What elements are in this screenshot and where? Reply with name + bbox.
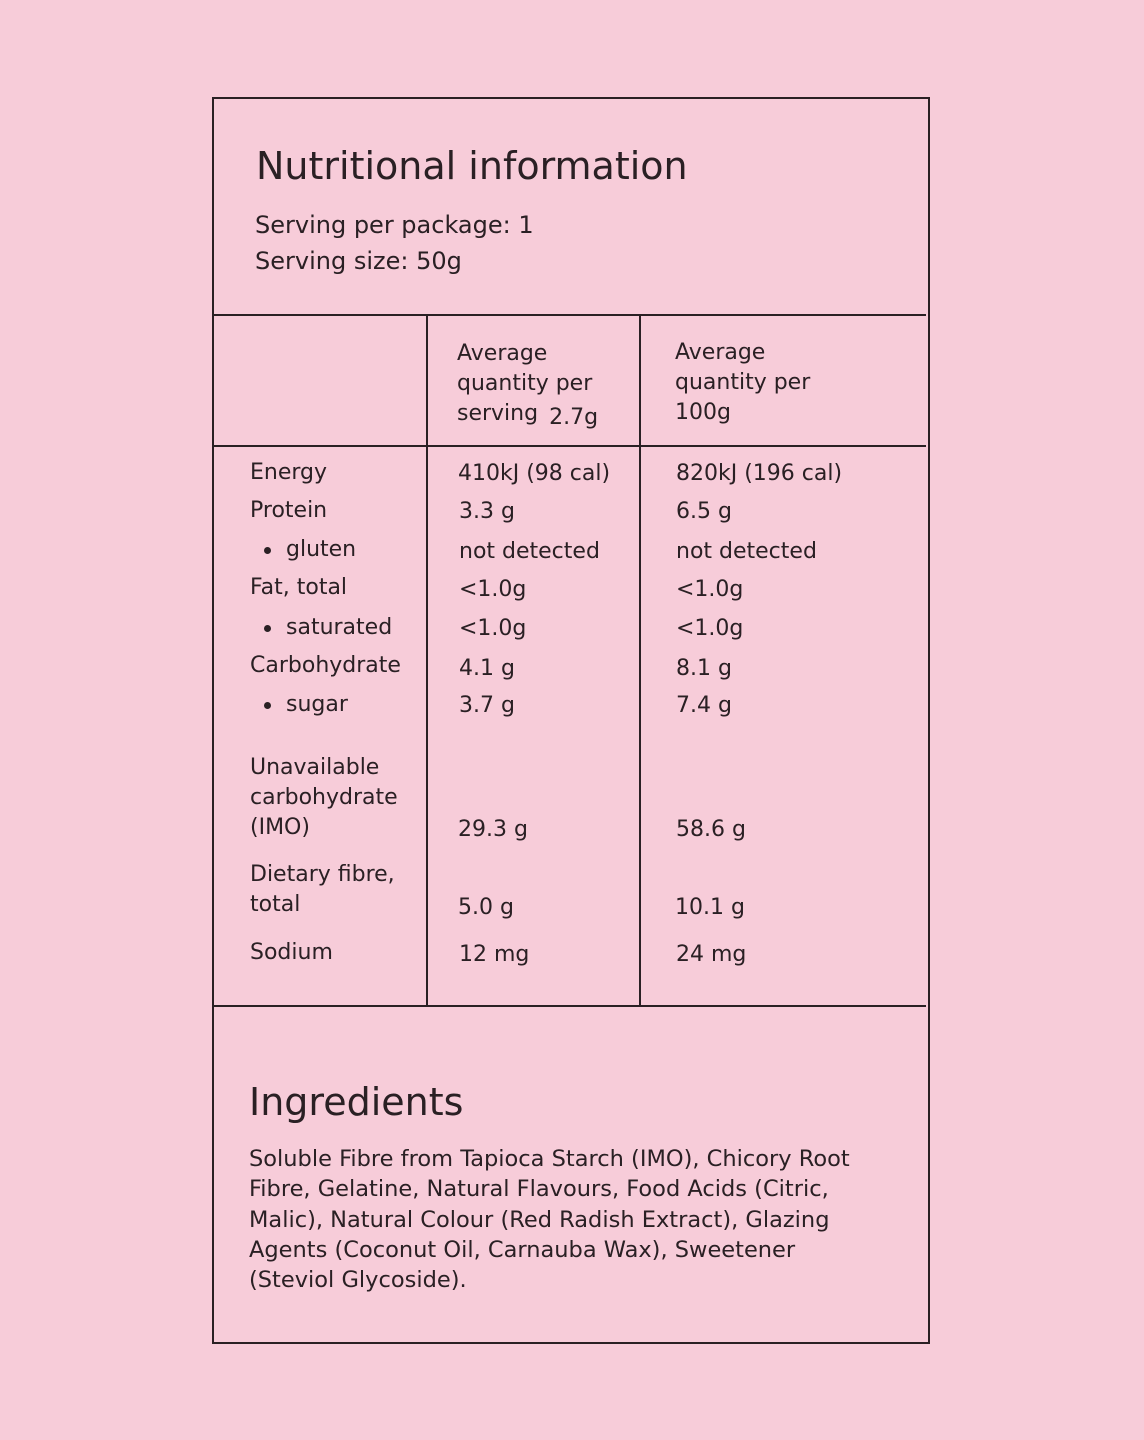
header-divider (214, 445, 926, 447)
ingredients-line: Malic), Natural Colour (Red Radish Extract), Glazing (249, 1206, 830, 1233)
bullet-icon (264, 702, 271, 709)
row-label-protein: Protein (250, 498, 328, 523)
bullet-icon (264, 547, 271, 554)
ingredients-line: Fibre, Gelatine, Natural Flavours, Food Acids (Citric, (249, 1176, 829, 1203)
header-line: serving (457, 401, 539, 426)
imo-per-serving: 29.3 g (458, 817, 528, 842)
header-line: quantity per (675, 370, 811, 395)
sugar-per-serving: 3.7 g (459, 693, 515, 718)
sodium-per-serving: 12 mg (459, 942, 530, 967)
header-per-serving (457, 339, 598, 429)
fat-per-100g: <1.0g (676, 577, 744, 602)
column-divider-2 (639, 316, 641, 1006)
row-label-saturated (264, 613, 392, 643)
row-label-fat-total: Fat, total (250, 575, 348, 600)
row-label-dietary-fibre (250, 860, 395, 920)
saturated-per-serving: <1.0g (459, 616, 527, 641)
ingredients-line: Soluble Fibre from Tapioca Starch (IMO), Chicory Root (249, 1146, 850, 1172)
row-label-sugar (264, 690, 348, 720)
row-label-energy: Energy (250, 460, 328, 485)
serving-weight: 2.7g (549, 405, 599, 430)
bullet-icon (264, 625, 271, 632)
gluten-per-100g: not detected (676, 539, 817, 564)
row-label-gluten (264, 535, 356, 565)
ingredients-line: (Steviol Glycoside). (249, 1267, 467, 1294)
row-label-carbohydrate: Carbohydrate (250, 653, 401, 678)
table-bottom-divider (214, 1005, 926, 1007)
row-label-text: sugar (286, 692, 348, 717)
header-line: Average (675, 340, 766, 365)
imo-per-100g: 58.6 g (676, 817, 746, 842)
serving-size: Serving size: 50g (255, 247, 462, 275)
gluten-per-serving: not detected (459, 539, 600, 564)
panel-title: Nutritional information (256, 144, 688, 188)
ingredients-title: Ingredients (249, 1080, 464, 1124)
table-top-divider (214, 314, 926, 316)
label-line: Dietary fibre, (250, 862, 395, 887)
fibre-per-serving: 5.0 g (458, 895, 514, 920)
carbohydrate-per-100g: 8.1 g (676, 656, 732, 681)
energy-per-100g: 820kJ (196 cal) (676, 461, 843, 486)
carbohydrate-per-serving: 4.1 g (459, 656, 515, 681)
protein-per-serving: 3.3 g (459, 499, 515, 524)
serving-per-package: Serving per package: 1 (255, 211, 534, 239)
row-label-unavailable-carbohydrate (250, 753, 398, 843)
header-line: 100g (675, 400, 731, 425)
header-line: quantity per (457, 371, 593, 396)
sodium-per-100g: 24 mg (676, 942, 747, 967)
label-line: total (250, 892, 301, 917)
row-label-sodium: Sodium (250, 940, 333, 965)
header-line-wrap (457, 399, 598, 429)
row-label-text: gluten (286, 537, 357, 562)
label-line: Unavailable (250, 755, 380, 780)
protein-per-100g: 6.5 g (676, 499, 732, 524)
ingredients-line: Agents (Coconut Oil, Carnauba Wax), Sweetener (249, 1236, 796, 1263)
ingredients-list (249, 1144, 889, 1295)
energy-per-serving: 410kJ (98 cal) (458, 461, 611, 486)
label-line: (IMO) (250, 815, 310, 840)
fibre-per-100g: 10.1 g (675, 895, 745, 920)
column-divider-1 (426, 316, 428, 1006)
sugar-per-100g: 7.4 g (676, 693, 732, 718)
row-label-text: saturated (286, 615, 393, 640)
fat-per-serving: <1.0g (459, 577, 527, 602)
label-line: carbohydrate (250, 785, 398, 810)
header-per-100g (675, 338, 810, 428)
header-line: Average (457, 341, 548, 366)
saturated-per-100g: <1.0g (676, 616, 744, 641)
